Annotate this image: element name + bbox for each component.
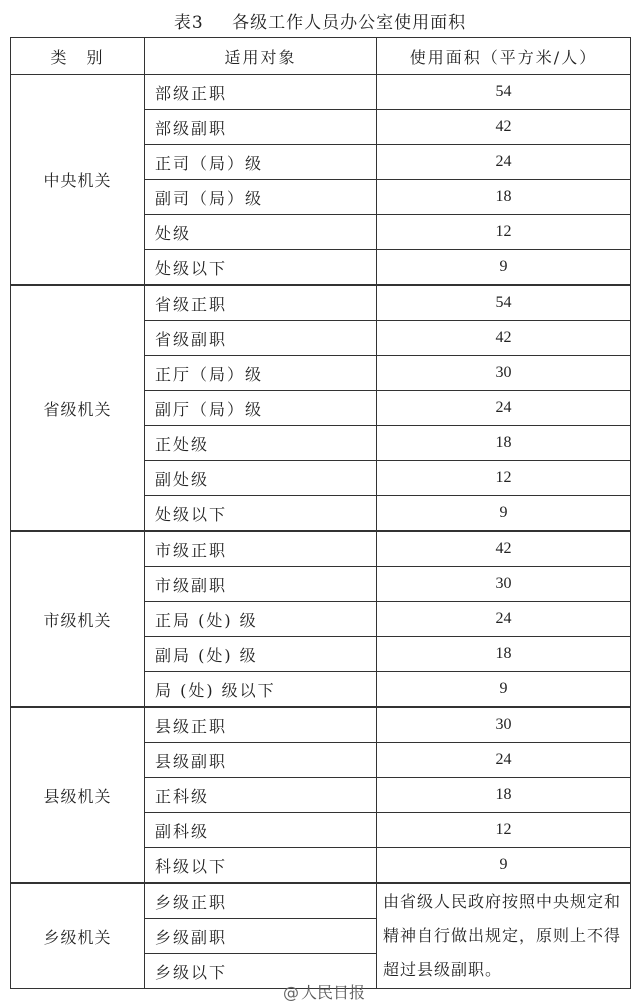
area-cell: 18	[377, 778, 631, 813]
area-cell: 24	[377, 743, 631, 778]
area-cell: 24	[377, 145, 631, 180]
office-area-table	[10, 37, 631, 989]
area-cell: 54	[377, 75, 631, 110]
target-cell: 处级以下	[145, 496, 377, 532]
watermark-text: 人民日报	[300, 983, 365, 1002]
table-number: 表3	[173, 13, 204, 33]
area-cell: 54	[377, 285, 631, 321]
header-target: 适用对象	[145, 38, 377, 75]
area-cell: 24	[377, 391, 631, 426]
target-cell: 处级以下	[145, 250, 377, 286]
area-cell: 9	[377, 848, 631, 884]
target-cell: 省级副职	[145, 321, 377, 356]
header-area: 使用面积（平方米/人）	[377, 38, 631, 75]
target-cell: 市级副职	[145, 567, 377, 602]
target-cell: 处级	[145, 215, 377, 250]
at-icon: @	[282, 983, 299, 1002]
category-cell: 中央机关	[11, 75, 145, 286]
table-title	[0, 8, 640, 33]
target-cell: 部级正职	[145, 75, 377, 110]
area-cell: 18	[377, 180, 631, 215]
table-row	[11, 75, 631, 110]
area-cell: 42	[377, 110, 631, 145]
target-cell: 乡级正职	[145, 883, 377, 919]
category-cell: 乡级机关	[11, 883, 145, 989]
area-cell: 30	[377, 567, 631, 602]
area-cell: 9	[377, 250, 631, 286]
target-cell: 县级副职	[145, 743, 377, 778]
header-row	[11, 38, 631, 75]
target-cell: 市级正职	[145, 531, 377, 567]
table-row	[11, 285, 631, 321]
area-cell: 18	[377, 426, 631, 461]
target-cell: 副司（局）级	[145, 180, 377, 215]
area-cell: 24	[377, 602, 631, 637]
target-cell: 乡级副职	[145, 919, 377, 954]
header-category: 类 别	[11, 38, 145, 75]
target-cell: 部级副职	[145, 110, 377, 145]
area-cell: 12	[377, 461, 631, 496]
table-row	[11, 707, 631, 743]
area-cell: 9	[377, 496, 631, 532]
table-row	[11, 531, 631, 567]
target-cell: 副厅（局）级	[145, 391, 377, 426]
area-cell: 12	[377, 215, 631, 250]
area-cell: 30	[377, 707, 631, 743]
note-cell: 由省级人民政府按照中央规定和精神自行做出规定，原则上不得超过县级副职。	[377, 883, 631, 989]
target-cell: 正局 (处) 级	[145, 602, 377, 637]
area-cell: 9	[377, 672, 631, 708]
target-cell: 副科级	[145, 813, 377, 848]
table-body	[11, 75, 631, 989]
area-cell: 18	[377, 637, 631, 672]
target-cell: 正厅（局）级	[145, 356, 377, 391]
target-cell: 局 (处) 级以下	[145, 672, 377, 708]
target-cell: 正司（局）级	[145, 145, 377, 180]
watermark	[283, 980, 365, 1003]
table-caption: 各级工作人员办公室使用面积	[232, 13, 467, 33]
area-cell: 30	[377, 356, 631, 391]
category-cell: 县级机关	[11, 707, 145, 883]
target-cell: 正处级	[145, 426, 377, 461]
target-cell: 科级以下	[145, 848, 377, 884]
target-cell: 副局 (处) 级	[145, 637, 377, 672]
table-row	[11, 883, 631, 919]
target-cell: 正科级	[145, 778, 377, 813]
target-cell: 副处级	[145, 461, 377, 496]
area-cell: 42	[377, 531, 631, 567]
category-cell: 市级机关	[11, 531, 145, 707]
area-cell: 42	[377, 321, 631, 356]
area-cell: 12	[377, 813, 631, 848]
target-cell: 省级正职	[145, 285, 377, 321]
target-cell: 乡级以下	[145, 954, 377, 989]
category-cell: 省级机关	[11, 285, 145, 531]
target-cell: 县级正职	[145, 707, 377, 743]
